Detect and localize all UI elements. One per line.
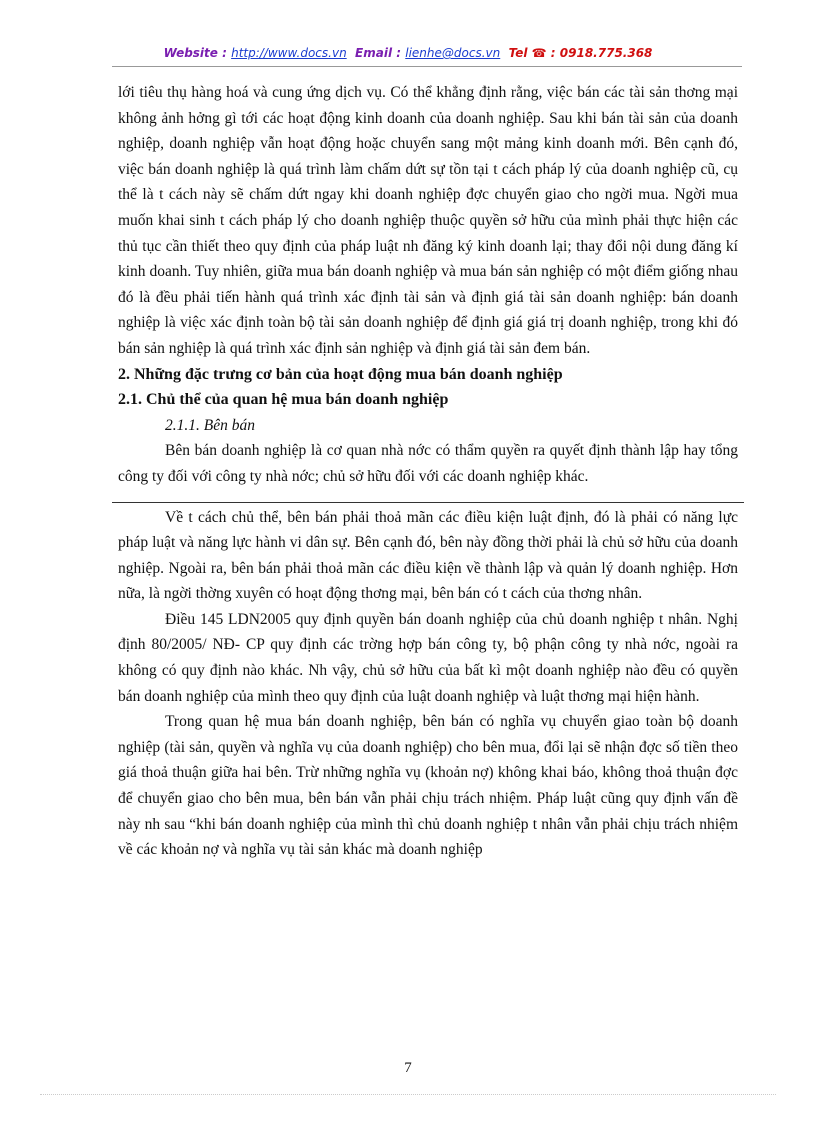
heading-section-2-1: 2.1. Chủ thể của quan hệ mua bán doanh nghiệp <box>118 391 449 409</box>
page-header <box>0 46 816 60</box>
footer-dotted-line <box>40 1094 776 1095</box>
website-link[interactable]: http://www.docs.vn <box>231 46 347 60</box>
section-divider <box>112 502 744 503</box>
paragraph: lới tiêu thụ hàng hoá và cung ứng dịch vụ. Có thể khẳng định rằng, việc bán các tài sản thơng mại không ảnh hởng gì tới các hoạt động kinh doanh của doanh nghiệp. Sau khi bán tài sản của doanh nghiệp, doanh nghiệp vẫn hoạt động hoặc chuyển sang một mảng kinh doanh mới. Bên cạnh đó, việc bán doanh nghiệp là quá trình làm chấm dứt sự tồn tại t cách pháp lý của doanh nghiệp cũ, cụ thể là t cách này sẽ chấm dứt ngay khi doanh nghiệp đợc chuyển giao cho ngời mua. Ngời mua muốn khai sinh t cách pháp lý cho doanh nghiệp thuộc quyền sở hữu của mình phải thực hiện các thủ tục cần thiết theo quy định của pháp luật nh đăng ký kinh doanh lại; thay đổi nội dung đăng kí kinh doanh. Tuy nhiên, giữa mua bán doanh nghiệp và mua bán sản nghiệp có một điểm giống nhau đó là đều phải tiến hành quá trình xác định tài sản và định giá tài sản doanh nghiệp: bán doanh nghiệp là việc xác định toàn bộ tài sản doanh nghiệp để định giá giá trị doanh nghiệp, trong khi đó bán sản nghiệp là quá trình xác định sản nghiệp và định giá tài sản đem bán. <box>118 84 738 357</box>
paragraph: Về t cách chủ thể, bên bán phải thoả mãn các điều kiện luật định, đó là phải có năng lực pháp luật và năng lực hành vi dân sự. Bên cạnh đó, bên này đồng thời phải là chủ sở hữu của doanh nghiệp. Ngoài ra, bên bán phải thoả mãn các điều kiện về thành lập và quản lý doanh nghiệp. Hơn nữa, là ngời thờng xuyên có hoạt động thơng mại, bên bán có t cách của thơng nhân. <box>118 508 738 603</box>
website-label: Website : <box>163 46 227 60</box>
tel-label: Tel ☎ : <box>508 46 556 60</box>
heading-section-2: 2. Những đặc trưng cơ bản của hoạt động mua bán doanh nghiệp <box>118 365 563 383</box>
header-divider <box>112 66 742 67</box>
paragraph: Trong quan hệ mua bán doanh nghiệp, bên bán có nghĩa vụ chuyển giao toàn bộ doanh nghiệp (tài sản, quyền và nghĩa vụ của doanh nghiệp) cho bên mua, đổi lại sẽ nhận đợc số tiền theo giá thoả thuận giữa hai bên. Trừ những nghĩa vụ (khoản nợ) không khai báo, không thoả thuận đợc để chuyển giao cho bên mua, bên bán vẫn phải chịu trách nhiệm. Pháp luật cũng quy định vấn đề này nh sau “khi bán doanh nghiệp của mình thì chủ doanh nghiệp t nhân vẫn phải chịu trách nhiệm về các khoản nợ và nghĩa vụ tài sản khác mà doanh nghiệp <box>118 713 738 859</box>
paragraph: Bên bán doanh nghiệp là cơ quan nhà nớc có thẩm quyền ra quyết định thành lập hay tổng công ty đối với công ty nhà nớc; chủ sở hữu đối với các doanh nghiệp khác. <box>118 442 738 485</box>
paragraph: Điều 145 LDN2005 quy định quyền bán doanh nghiệp của chủ doanh nghiệp t nhân. Nghị định 80/2005/ NĐ- CP quy định các trờng hợp bán công ty, bộ phận công ty nhà nớc, ngoài ra không có quy định nào khác. Nh vậy, chủ sở hữu của bất kì một doanh nghiệp nào đều có quyền bán doanh nghiệp của mình theo quy định của luật doanh nghiệp và luật thơng mại hiện hành. <box>118 610 738 705</box>
page-number: 7 <box>404 1060 412 1076</box>
tel-number: 0918.775.368 <box>559 46 653 60</box>
document-body <box>118 80 738 863</box>
heading-section-2-1-1: 2.1.1. Bên bán <box>165 416 255 434</box>
email-label: Email : <box>355 46 402 60</box>
email-link[interactable]: lienhe@docs.vn <box>405 46 501 60</box>
